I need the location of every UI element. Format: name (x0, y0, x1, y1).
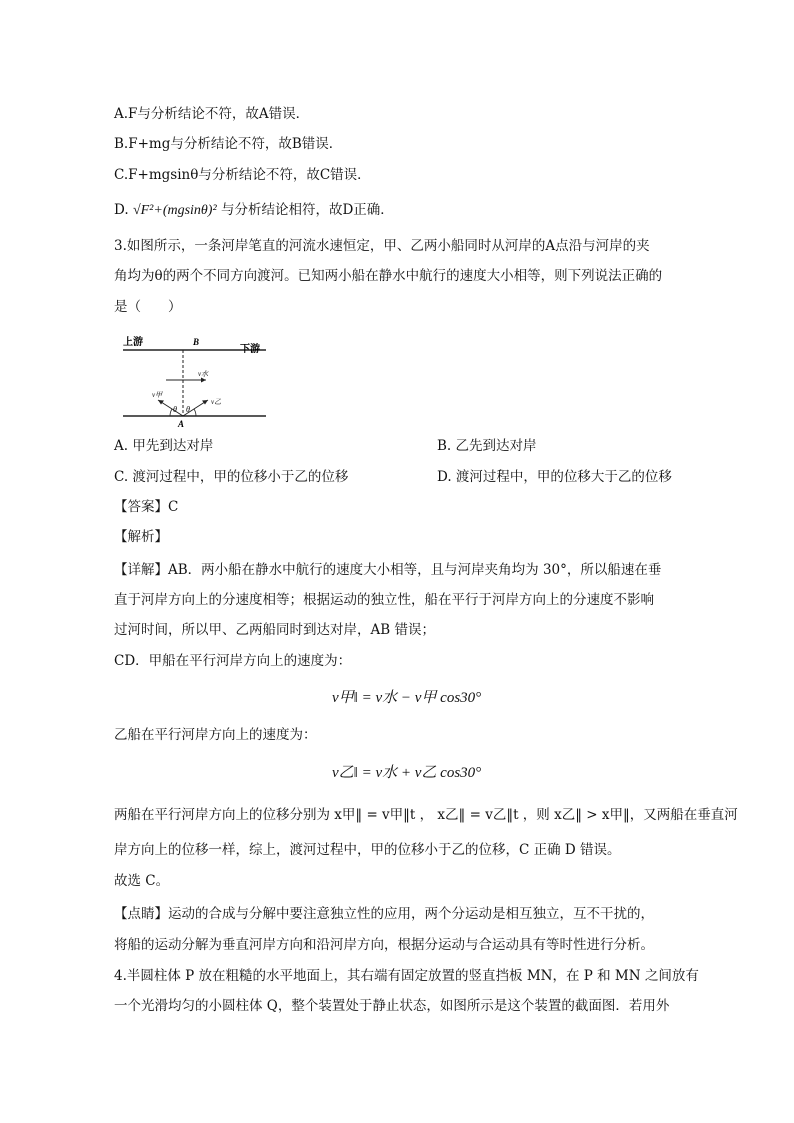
option-b-conclusion: B.F+mg与分析结论不符，故B错误． (114, 136, 343, 152)
option-d-conclusion (114, 200, 394, 221)
detail-line-1: 【详解】AB．两小船在静水中航行的速度大小相等，且与河岸夹角均为 30°，所以船速在垂 (114, 562, 662, 578)
water-velocity-label: v水 (198, 370, 209, 378)
q3-option-a: A. 甲先到达对岸 (114, 438, 214, 454)
theta-left-label: θ (173, 405, 177, 414)
note-line-1: 【点睛】运动的合成与分解中要注意独立性的应用，两个分运动是相互独立，互不干扰的， (114, 906, 654, 922)
equation-yi-parallel-velocity: v乙‖ = v水 + v乙 cos30° (332, 765, 482, 781)
detail-line-3: 过河时间，所以甲、乙两船同时到达对岸，AB 错误； (114, 622, 435, 638)
cd-line-2: 乙船在平行河岸方向上的速度为： (114, 727, 317, 743)
displacement-line-2: 岸方向上的位移一样，综上，渡河过程中，甲的位移小于乙的位移，C 正确 D 错误。 (114, 842, 621, 858)
q4-stem-line-1: 4.半圆柱体 P 放在粗糙的水平地面上，其右端有固定放置的竖直挡板 MN，在 P 和 MN 之间放有 (114, 968, 699, 984)
theta-arc-left (170, 409, 172, 416)
yi-velocity-label: v乙 (211, 398, 222, 406)
theta-right-label: θ (186, 405, 190, 414)
equation-jia-parallel-velocity: v甲‖ = v水 − v甲 cos30° (332, 690, 482, 706)
choose-line: 故选 C。 (114, 873, 170, 889)
detail-line-2: 直于河岸方向上的分速度相等；根据运动的独立性，船在平行于河岸方向上的分速度不影响 (114, 592, 654, 608)
jia-velocity-label: v甲 (152, 391, 163, 399)
q3-stem-line-2: 角均为θ的两个不同方向渡河。已知两小船在静水中航行的速度大小相等，则下列说法正确的 (114, 268, 663, 284)
option-c-conclusion: C.F+mgsinθ与分析结论不符，故C错误． (114, 167, 371, 183)
displacement-line-1: 两船在平行河岸方向上的位移分别为 x甲‖ = v甲‖t ， x乙‖ = v乙‖t ，则 x乙‖ > x甲‖，又两船在垂直河 (114, 807, 738, 823)
q3-stem-line-3: 是（ ） (114, 299, 182, 315)
q3-option-d: D. 渡河过程中，甲的位移大于乙的位移 (437, 469, 672, 485)
q3-option-b: B. 乙先到达对岸 (437, 438, 537, 454)
point-a-label: A (178, 419, 185, 429)
cd-line-1: CD．甲船在平行河岸方向上的速度为： (114, 653, 352, 669)
option-d-suffix: 与分析结论相符，故D正确． (220, 202, 394, 218)
note-line-2: 将船的运动分解为垂直河岸方向和沿河岸方向，根据分运动与合运动具有等时性进行分析。 (114, 937, 654, 953)
downstream-label: 下游 (240, 344, 260, 355)
option-d-formula: √F²+(mgsinθ)² (132, 203, 217, 218)
q3-option-c: C. 渡河过程中，甲的位移小于乙的位移 (114, 469, 349, 485)
analysis-heading: 【解析】 (114, 529, 168, 545)
option-d-prefix: D. (114, 202, 129, 218)
point-b-label: B (193, 337, 200, 347)
answer-line: 【答案】C (114, 499, 179, 515)
theta-arc-right (194, 409, 196, 416)
river-crossing-diagram (118, 330, 270, 430)
q3-stem-line-1: 3.如图所示，一条河岸笔直的河流水速恒定，甲、乙两小船同时从河岸的A点沿与河岸的夹 (114, 238, 650, 254)
water-velocity-arrowhead (201, 378, 206, 383)
q4-stem-line-2: 一个光滑均匀的小圆柱体 Q，整个装置处于静止状态，如图所示是这个装置的截面图．若用外 (114, 998, 670, 1014)
upstream-label: 上游 (123, 337, 143, 348)
option-a-conclusion: A.F与分析结论不符，故A错误． (114, 106, 310, 122)
